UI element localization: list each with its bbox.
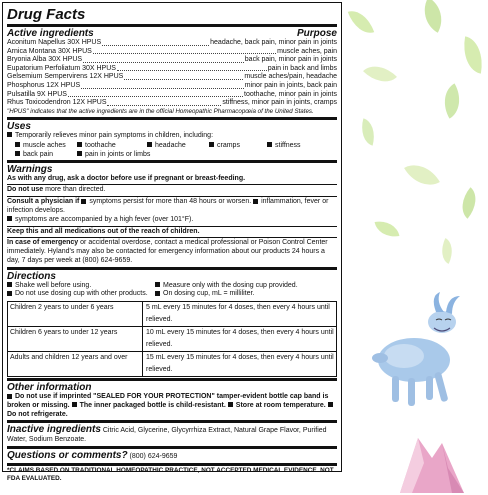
symptoms-grid	[7, 141, 337, 159]
table-row: Children 6 years to under 12 years 10 mL every 15 minutes for 4 doses, then every 4 hours until relieved.	[8, 327, 336, 352]
symptom-item: toothache	[77, 141, 147, 150]
ingredient-row	[7, 65, 337, 74]
divider	[7, 267, 337, 270]
goat-mascot-illustration	[352, 288, 482, 493]
ingredient-purpose: headache, back pain, minor pain in joints	[210, 39, 337, 46]
ingredient-name: Gelsemium Sempervirens 12X HPUS	[7, 73, 124, 81]
divider	[7, 196, 337, 197]
symptom-item: cramps	[209, 141, 267, 150]
claims-disclaimer: *CLAIMS BASED ON TRADITIONAL HOMEOPATHIC PRACTICE, NOT ACCEPTED MEDICAL EVIDENCE. NOT FDA EVALUATED.	[7, 466, 334, 483]
ingredient-name: Phosphorus 12X HPUS	[7, 81, 81, 89]
hpus-footnote: "HPUS" indicates that the active ingredients are in the official Homeopathic Pharmacopœia of the United States.	[7, 107, 314, 115]
do-not-use: Do not use more than directed.	[7, 186, 106, 194]
table-row: Adults and children 12 years and over 15 mL every 15 minutes for 4 doses, then every 4 hours until relieved.	[8, 352, 336, 376]
other-information-text: Do not use if imprinted "SEALED FOR YOUR PROTECTION" tamper-evident bottle cap band is broken or missing. The inner packaged bottle is child-resistant. Store at room temperature. Do not refrigerate.	[7, 393, 337, 419]
ingredient-name: Bryonia Alba 30X HPUS	[7, 56, 83, 64]
consult-physician: Consult a physician if symptoms persist for more than 48 hours or worsen. inflammation, fever or infection develops. symptoms are accompanied by a high fever (over 101°F).	[7, 198, 329, 223]
bullet-square-icon	[7, 282, 12, 287]
dot-leader	[124, 73, 243, 80]
bullet-square-icon	[253, 199, 258, 204]
other-information-heading: Other information	[7, 381, 92, 393]
bullet-square-icon	[77, 151, 82, 156]
goat-head	[428, 311, 456, 333]
symptom-item: muscle aches	[15, 141, 77, 150]
bullet-square-icon	[7, 132, 12, 137]
dot-leader	[83, 56, 244, 63]
ingredient-row	[7, 82, 337, 91]
active-ingredients-heading: Active ingredients	[7, 28, 94, 39]
dot-leader	[68, 91, 243, 98]
ingredient-purpose: muscle aches/pain, headache	[244, 73, 337, 81]
directions-heading: Directions	[7, 270, 56, 282]
bullet-square-icon	[209, 142, 214, 147]
warnings-intro: As with any drug, ask a doctor before use if pregnant or breast-feeding.	[7, 174, 246, 182]
symptom-item: back pain	[15, 150, 77, 159]
bullet-square-icon	[7, 394, 12, 399]
uses-intro: Temporarily relieves minor pain symptoms in children, including:	[7, 132, 337, 141]
bullet-square-icon	[147, 142, 152, 147]
goat-horn	[434, 292, 444, 312]
bullet-square-icon	[15, 151, 20, 156]
bullet-square-icon	[155, 291, 160, 296]
bullet-square-icon	[7, 291, 12, 296]
bullet-square-icon	[7, 216, 12, 221]
inactive-ingredients: Inactive ingredients Citric Acid, Glycerine, Glycyrrhiza Extract, Natural Grape Flavor, Purified Water, Sodium Benzoate.	[7, 424, 327, 444]
questions-comments: Questions or comments? (800) 624-9659	[7, 449, 178, 461]
ingredient-row	[7, 39, 337, 48]
dot-leader	[102, 39, 209, 46]
ingredient-name: Rhus Toxicodendron 12X HPUS	[7, 99, 107, 107]
ingredient-name: Arnica Montana 30X HPUS	[7, 47, 92, 55]
dot-leader	[93, 48, 276, 55]
bullet-square-icon	[77, 142, 82, 147]
ingredient-purpose: muscle aches, pain	[277, 47, 337, 55]
ingredient-row	[7, 56, 337, 65]
goat-leg	[392, 376, 399, 402]
bullet-square-icon	[81, 199, 86, 204]
bullet-square-icon	[15, 142, 20, 147]
divider	[7, 378, 337, 381]
divider	[7, 463, 337, 466]
dot-leader	[107, 99, 221, 106]
symptom-item: stiffness	[267, 141, 337, 150]
divider	[7, 117, 337, 120]
ingredient-purpose: minor pain in joints, back pain	[244, 81, 337, 89]
ingredient-purpose: stiffness, minor pain in joints, cramps	[222, 99, 337, 107]
dosage-table	[7, 301, 337, 377]
bullet-square-icon	[72, 402, 77, 407]
overdose-warning: In case of emergency or accidental overdose, contact a medical professional or Poison Control Center immediately. Hyland's may also be contacted for emergency information about our products 24 hours a day, 7 days per week at (800) 624-9659.	[7, 239, 328, 264]
divider	[7, 237, 337, 238]
dot-leader	[81, 82, 244, 89]
ingredient-row	[7, 73, 337, 82]
ingredient-name: Pulsatilla 9X HPUS	[7, 90, 67, 98]
divider	[7, 160, 337, 163]
bullet-square-icon	[228, 402, 233, 407]
drug-facts-title: Drug Facts	[7, 6, 86, 23]
divider	[7, 184, 337, 185]
ingredient-row	[7, 48, 337, 57]
symptom-item: headache	[147, 141, 209, 150]
ingredient-name: Eupatorium Perfoliatum 30X HPUS	[7, 64, 116, 72]
ingredient-name: Aconitum Napellus 30X HPUS	[7, 39, 102, 46]
bullet-square-icon	[267, 142, 272, 147]
active-ingredients-header	[7, 28, 337, 39]
uses-heading: Uses	[7, 120, 31, 132]
symptom-item: pain in joints or limbs	[77, 150, 209, 159]
ingredient-row	[7, 91, 337, 100]
table-row: Children 2 years to under 6 years 5 mL every 15 minutes for 4 doses, then every 4 hours until relieved.	[8, 302, 336, 327]
phone-number: (800) 624-9659	[129, 452, 178, 460]
dot-leader	[117, 65, 267, 72]
ingredient-purpose: pain in back and limbs	[267, 64, 337, 72]
ingredient-purpose: toothache, minor pain in joints	[244, 90, 337, 98]
ingredient-row	[7, 99, 337, 108]
purpose-heading: Purpose	[296, 28, 337, 39]
divider	[7, 446, 337, 449]
drug-facts-panel	[2, 2, 342, 483]
ingredient-purpose: back pain, minor pain in joints	[244, 56, 337, 64]
bullet-square-icon	[328, 402, 333, 407]
directions-bullets: Shake well before using. Measure only with the dosing cup provided. Do not use dosing cup with other products. On dosing cup, mL = milliliter.	[7, 282, 337, 299]
ingredients-list	[7, 39, 337, 108]
divider	[7, 420, 337, 423]
bullet-square-icon	[155, 282, 160, 287]
keep-out-of-reach: Keep this and all medications out of the reach of children.	[7, 227, 200, 235]
divider	[7, 226, 337, 227]
warnings-heading: Warnings	[7, 163, 53, 175]
divider	[7, 24, 337, 27]
